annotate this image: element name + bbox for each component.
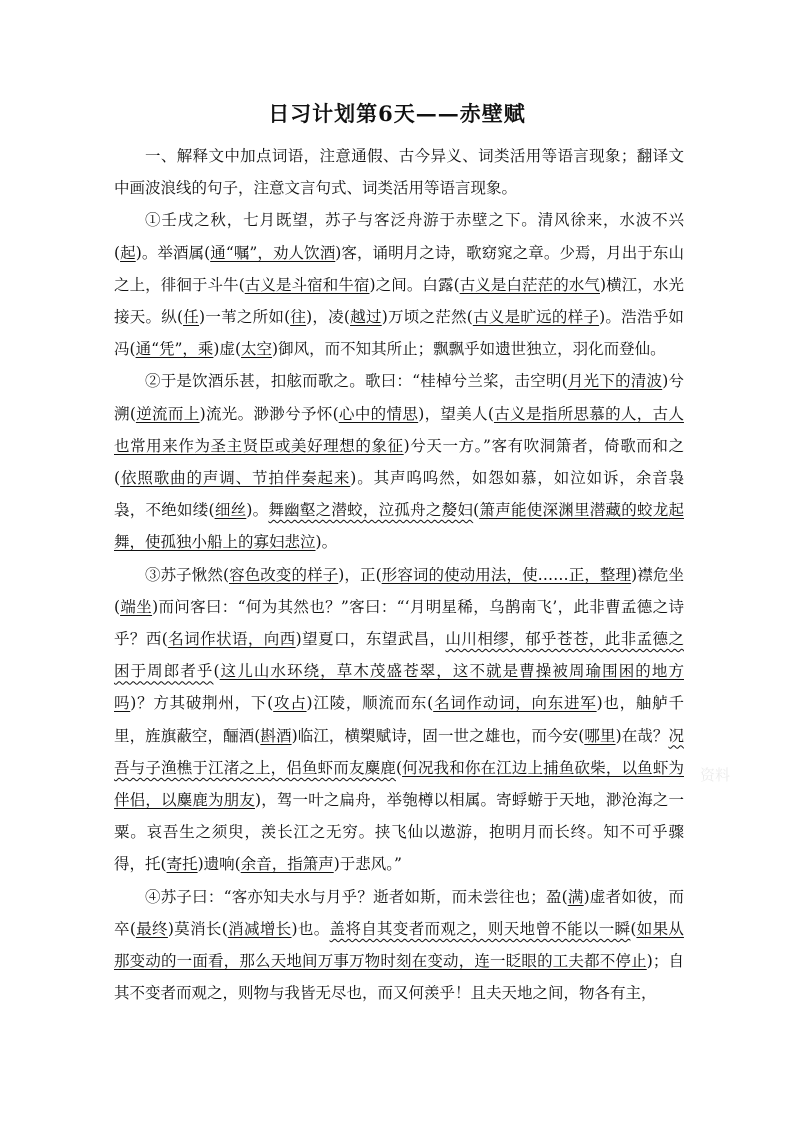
passage-text: (	[630, 919, 637, 938]
passage-text: )。举酒属(	[135, 243, 211, 262]
annotation-note: 斟酒	[260, 726, 292, 745]
passage-text: )虚(	[213, 340, 242, 359]
annotation-note: 心中的情思	[338, 404, 419, 423]
annotation-note: 名词作状语，向西	[167, 630, 296, 649]
annotation-note: 依照歌曲的声调、节拍伴奏起来	[120, 469, 351, 488]
passage-text: )兮天一方。”客有吹洞箫者，倚歌而和之(	[114, 436, 684, 488]
watermark-text: 资料	[700, 766, 731, 784]
annotation-note: 古义是旷远的样子	[472, 308, 600, 327]
passage-body	[114, 140, 684, 1009]
annotation-note: 古义是白茫茫的水气	[459, 275, 600, 294]
passage-text: )一苇之所如(	[199, 308, 291, 327]
passage-text: (	[473, 501, 480, 520]
passage-text: ④苏子曰：“客亦知夫水与月乎？逝者如斯，而未尝往也；盈(	[145, 887, 568, 906]
passage-text: ②于是饮酒乐甚，扣舷而歌之。歌曰：“桂棹兮兰桨，击空明(	[145, 372, 568, 391]
annotation-note: 端坐	[120, 597, 153, 616]
passage-text: )。	[246, 501, 269, 520]
passage-text: )？方其破荆州，下(	[130, 694, 274, 713]
annotation-note: 何况我和你在江边上捕鱼砍柴，以鱼虾为伴侣，以麋鹿为朋友	[114, 758, 684, 810]
passage-text: )之间。白露(	[369, 275, 460, 294]
annotation-note: 如果从那变动的一面看，那么天地间万事万物时刻在变动，连一眨眼的工夫都不停止	[114, 919, 684, 971]
annotation-note: 通“凭”，乘	[135, 340, 214, 359]
instruction-paragraph: 一、解释文中加点词语，注意通假、古今异义、词类活用等语言现象；翻译文中画波浪线的句子，注意文言句式、词类活用等语言现象。	[114, 147, 684, 198]
passage-text: )，驾一叶之扁舟，举匏樽以相属。寄蜉蝣于天地，渺沧海之一粟。哀吾生之须臾，羡长江之无穷。挟飞仙以遨游，抱明月而长终。知不可乎骤得，托(	[114, 791, 684, 874]
passage-text: )也。	[291, 919, 330, 938]
passage-text: )御风，而不知其所止；飘飘乎如遗世独立，羽化而登仙。	[272, 340, 666, 359]
annotation-note: 攻占	[273, 694, 307, 713]
paragraph-3	[114, 559, 684, 881]
annotation-note: 往	[290, 308, 307, 327]
paragraph-2	[114, 365, 684, 558]
passage-text: )兮溯(	[114, 372, 684, 423]
annotation-note: 满	[567, 887, 584, 906]
annotation-note: 任	[183, 308, 200, 327]
paragraph-4	[114, 881, 684, 1010]
passage-text: )，凌(	[306, 308, 350, 327]
passage-text: (	[395, 758, 403, 777]
annotation-note: 越过	[349, 308, 382, 327]
paragraph-1	[114, 204, 684, 365]
passage-text: )万顷之茫然(	[381, 308, 473, 327]
passage-text: ①壬戌之秋，七月既望，苏子与客泛舟游于赤壁之下。清风徐来，水波不兴(	[114, 211, 684, 262]
passage-text: )在哉？	[615, 726, 669, 745]
passage-text: )。	[315, 533, 338, 552]
passage-text: )；自其不变者而观之，则物与我皆无尽也，而又何羡乎！且夫天地之间，物各有主，	[114, 952, 684, 1003]
passage-text: )而问客曰：“何为其然也？”客曰：“‘月明星稀，乌鹊南飞’，此非曹孟德之诗乎？西(	[114, 597, 684, 649]
annotation-note: 容色改变的样子	[229, 565, 339, 584]
annotation-note: 余音，指箫声	[240, 855, 334, 874]
annotation-note: 太空	[241, 340, 273, 359]
passage-text: )望夏口，东望武昌，	[295, 630, 446, 649]
passage-text: )江陵，顺流而东(	[306, 694, 434, 713]
passage-text: )虚者如彼，而卒(	[114, 887, 684, 938]
passage-text: )横江，水光接天。纵(	[114, 275, 684, 327]
annotation-note: 逆流而上	[135, 404, 200, 423]
passage-text: )遗响(	[197, 855, 241, 874]
passage-text: ③苏子愀然(	[145, 565, 230, 584]
annotation-note: 最终	[135, 919, 168, 938]
annotation-note: 箫声能使深渊里潜藏的蛟龙起舞，使孤独小船上的寡妇悲泣	[114, 501, 684, 552]
passage-text: )于悲风。”	[333, 855, 402, 874]
annotation-note: 月光下的清波	[567, 372, 663, 391]
annotation-note: 细丝	[214, 501, 247, 520]
annotation-note: 这儿山水环绕，草木茂盛苍翠，这不就是曹操被周瑜围困的地方吗	[114, 662, 684, 713]
passage-text: )也，舳舻千里，旌旗蔽空，酾酒(	[114, 694, 684, 745]
passage-text: )，正(	[338, 565, 382, 584]
passage-text: (	[213, 662, 220, 681]
wavy-translate-sentence: 山川相缪，郁乎苍苍，此非孟德之困于周郎者乎	[114, 630, 684, 681]
annotation-note: 哪里	[584, 726, 616, 745]
annotation-note: 寄托	[166, 855, 198, 874]
annotation-note: 通“嘱”，劝人饮酒	[210, 243, 336, 262]
annotation-note: 起	[120, 243, 136, 262]
annotation-note: 古义是指所思慕的人，古人也常用来作为圣主贤臣或美好理想的象征	[114, 404, 684, 455]
passage-text: )，望美人(	[418, 404, 494, 423]
page-title: 日习计划第6天——赤壁赋	[268, 101, 526, 126]
annotation-note: 古义是斗宿和牛宿	[244, 275, 370, 294]
annotation-note: 形容词的使动用法，使……正，整理	[381, 565, 632, 584]
annotation-note: 消减增长	[227, 919, 292, 938]
annotation-note: 名词作动词，向东进军	[433, 694, 597, 713]
passage-text: )。其声呜呜然，如怨如慕，如泣如诉，余音袅袅，不绝如缕(	[114, 469, 684, 520]
wavy-translate-sentence: 盖将自其变者而观之，则天地曾不能以一瞬	[329, 919, 631, 938]
passage-text: )客，诵明月之诗，歌窈窕之章。少焉，月出于东山之上，徘徊于斗牛(	[114, 243, 684, 294]
passage-text: )莫消长(	[167, 919, 228, 938]
passage-text: )。浩浩乎如冯(	[114, 308, 684, 359]
passage-text: )流光。渺渺兮予怀(	[199, 404, 339, 423]
wavy-translate-sentence: 舞幽壑之潜蛟，泣孤舟之嫠妇	[268, 501, 474, 520]
passage-text: )临江，横槊赋诗，固一世之雄也，而今安(	[291, 726, 585, 745]
wavy-translate-sentence: 况吾与子渔樵于江渚之上，侣鱼虾而友麋鹿	[114, 726, 684, 777]
passage-text: )襟危坐(	[114, 565, 684, 616]
